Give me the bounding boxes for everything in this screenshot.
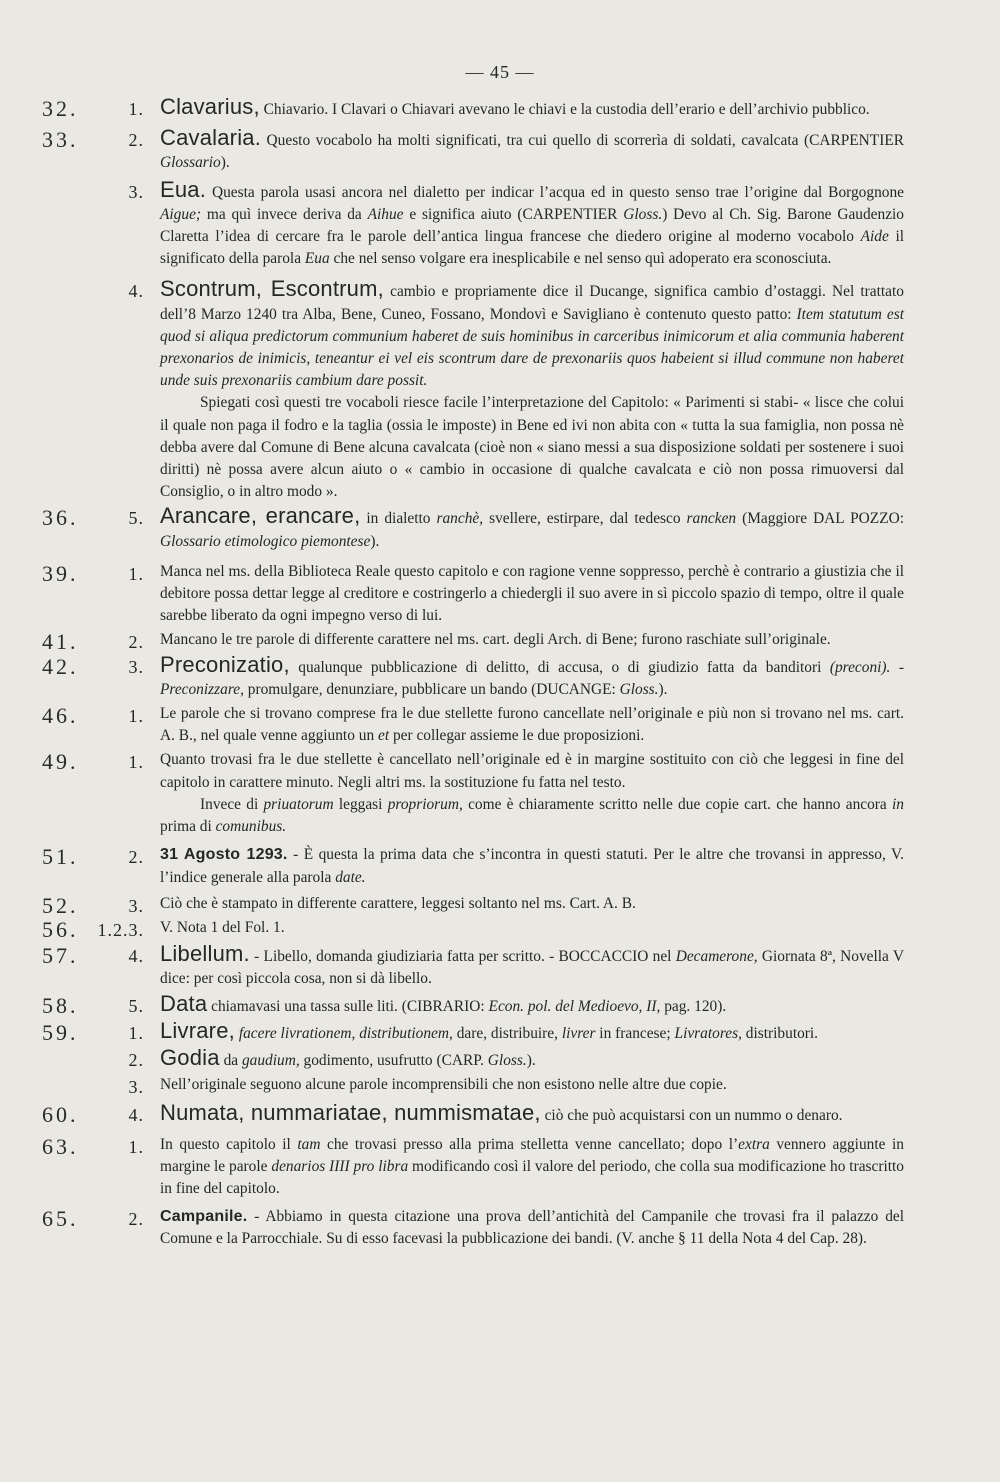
note-text: modificando così il valore del periodo, che colla sua modificazione ho trascritto in fine del capitolo. <box>160 1157 904 1197</box>
note-number: 1. <box>128 1136 144 1157</box>
note-text: Ciò che è stampato in differente carattere, leggesi soltanto nel ms. Cart. A. B. <box>160 894 636 912</box>
note-text: Nell’originale seguono alcune parole incomprensibili che non esistono nelle altre due copie. <box>160 1076 727 1094</box>
note-entry <box>0 96 1000 121</box>
note-entry <box>0 651 1000 701</box>
note-body <box>160 749 904 793</box>
note-body <box>160 943 904 990</box>
italic-text: extra <box>738 1135 770 1153</box>
note-paragraph <box>160 794 904 838</box>
note-text: godimento, usufrutto (CARP. <box>299 1051 488 1069</box>
italic-text: Gloss. <box>619 680 659 698</box>
note-number: 2. <box>128 1209 144 1230</box>
page-reference: 32. <box>42 96 79 121</box>
note-entry <box>0 916 1000 942</box>
note-entry <box>0 892 1000 918</box>
entry-heading: Numata, nummariatae, nummismatae, <box>160 1100 541 1126</box>
italic-text: Gloss. <box>487 1051 527 1069</box>
page-reference: 56. <box>42 916 79 942</box>
italic-text: Gloss. <box>623 205 663 223</box>
italic-text: ranchè, <box>436 510 484 528</box>
note-number: 1. <box>128 99 144 119</box>
note-text: che nel senso volgare era inesplicabile e nel senso quì adoperato era sconosciuta. <box>329 250 832 268</box>
italic-text: livrer <box>561 1024 596 1042</box>
page-reference: 60. <box>42 1102 79 1128</box>
note-entry <box>0 943 1000 990</box>
note-text: in francese; <box>595 1024 675 1042</box>
page-reference: 59. <box>42 1019 79 1045</box>
note-number: 5. <box>128 995 144 1016</box>
entry-heading: Godia <box>160 1044 220 1070</box>
italic-text: tam <box>297 1135 321 1153</box>
note-entry <box>0 844 1000 888</box>
note-entry <box>0 703 1000 747</box>
italic-text: Livratores, <box>674 1024 742 1042</box>
note-text: promulgare, denunziare, pubblicare un bando (DUCANGE: <box>243 680 620 698</box>
note-paragraph: Spiegati così questi tre vocaboli riesce facile l’interpretazione del Capitolo: « Parimenti si stabi- « lisce che colui il quale non paga il fodro e la taglia (ossia le imposte) in Bene ed ivi non abita con « tutta la sua famiglia, non possa nè debba avere dal Comune di Bene alcuna cavalcata (cioè non « siano messi a sua disposizione soldati per sostenere i suoi diritti) nè possa avere alcun aiuto o « cambio in occasione di qualche cavalcata e ciò non possa rimuoversi dal Consiglio, o in altro modo ». <box>160 394 904 501</box>
page-reference: 39. <box>42 560 79 586</box>
note-body <box>160 990 904 1018</box>
note-text: Questo vocabolo ha molti significati, tra cui quello di scorrerìa di soldati, cavalcata (CARPENTIER <box>261 132 904 150</box>
note-body <box>160 1134 904 1201</box>
note-text: V. Nota 1 del Fol. 1. <box>160 918 285 936</box>
note-entry <box>0 1134 1000 1201</box>
note-text: ). <box>370 532 380 550</box>
italic-text: Item statutum est quod si aliqua predictorum communium haberet de suis hominibus in carceribus inimicorum et alia communia haberent prexonarios de inimicis, teneantur ei vel eis scontrum dare de prexonariis quos habeient si illud commune non haberet unde suis prexonariis cambium dare possit. <box>160 305 904 390</box>
note-text: ciò che può acquistarsi con un nummo o denaro. <box>540 1107 843 1125</box>
italic-text: gaudium, <box>241 1051 300 1069</box>
note-text: Quanto trovasi fra le due stellette è cancellato nell’originale ed è in margine sostituito con ciò che leggesi in fine del capitolo in carattere minuto. Negli altri ms. la sostituzione fu fatta nel testo. <box>160 751 904 791</box>
note-body <box>160 127 904 174</box>
note-entry <box>0 1017 1000 1045</box>
note-body <box>160 176 904 271</box>
note-body <box>160 844 904 888</box>
note-text: - <box>890 658 904 676</box>
note-text: - Abbiamo in questa citazione una prova dell’antichità del Campanile che trovasi fra il palazzo del Comune e la Parrocchiale. Su di esso facevasi la pubblicazione dei bandi. (V. anche § 11 della Nota 4 del Cap. 28). <box>160 1208 904 1248</box>
note-text: qualunque pubblicazione di delitto, di accusa, o di giudizio fatta da banditori <box>289 658 830 676</box>
italic-text: Glossario <box>160 154 221 172</box>
note-text: ). <box>220 154 230 172</box>
entry-heading: Scontrum, Escontrum, <box>160 276 384 302</box>
note-number: 3. <box>128 656 144 677</box>
note-text: Questa parola usasi ancora nel dialetto per indicar l’acqua ed in questo senso trae l’origine dal Borgognone <box>206 183 904 201</box>
italic-text: Glossario etimologico piemontese <box>160 532 371 550</box>
note-number: 4. <box>128 1105 144 1126</box>
italic-text: Econ. pol. del Medioevo, II, <box>488 997 661 1015</box>
note-number: 1.2.3. <box>97 919 144 940</box>
note-body <box>160 703 904 747</box>
note-body <box>160 1074 904 1096</box>
note-text: Le parole che si trovano comprese fra le due stellette furono cancellate nell’originale e più non si trovano nel ms. cart. A. B., nel quale venne aggiunto un <box>160 705 904 745</box>
note-body <box>160 917 904 939</box>
italic-text: facere livrationem, distributionem, <box>238 1024 453 1042</box>
note-entry <box>0 561 1000 628</box>
note-text: da <box>219 1051 242 1069</box>
note-entry <box>0 278 1000 503</box>
entry-heading: Campanile. <box>160 1208 248 1226</box>
note-text: per collegar assieme le due proposizioni. <box>389 727 645 745</box>
note-text: Mancano le tre parole di differente carattere nel ms. cart. degli Arch. di Bene; furono raschiate sull’originale. <box>160 631 831 649</box>
italic-text: denarios IIII pro libra <box>271 1157 409 1175</box>
note-text: leggasi <box>333 795 388 813</box>
italic-text: in <box>892 795 904 813</box>
note-text: (Maggiore DAL POZZO: <box>736 510 904 528</box>
note-number: 5. <box>128 508 144 529</box>
note-body <box>160 1102 904 1127</box>
entry-heading: Data <box>160 990 208 1016</box>
note-text: che trovasi presso alla prima stelletta venne cancellato; dopo l’ <box>320 1135 739 1153</box>
note-text: Invece di <box>200 795 264 813</box>
note-text: in dialetto <box>360 510 437 528</box>
note-entry <box>0 176 1000 271</box>
note-body <box>160 651 904 701</box>
page-reference: 51. <box>42 844 79 870</box>
note-number: 4. <box>128 946 144 967</box>
entry-heading: Eua. <box>160 176 207 202</box>
entry-date: 31 Agosto 1293. <box>160 846 288 864</box>
italic-text: Aihue <box>367 205 404 223</box>
note-text: Chiavario. I Clavari o Chiavari avevano le chiavi e la custodia dell’erario e dell’archivio pubblico. <box>259 101 870 118</box>
note-number: 2. <box>128 130 144 151</box>
note-text: Giornata 8ª, Novella V dice: per così piccola cosa, non si dà libello. <box>160 948 904 988</box>
note-entry <box>0 990 1000 1018</box>
note-body <box>160 278 904 392</box>
italic-text: Decamerone, <box>675 948 758 966</box>
note-text: svellere, estirpare, dal tedesco <box>483 510 687 528</box>
note-text: chiamavasi una tassa sulle liti. (CIBRARIO: <box>207 997 489 1015</box>
notes-list <box>0 94 1000 1251</box>
note-number: 3. <box>128 895 144 916</box>
note-text: pag. 120). <box>660 997 727 1015</box>
italic-text: Aigue; <box>160 205 202 223</box>
note-entry <box>0 749 1000 838</box>
note-text: vennero aggiunte in margine le parole <box>160 1135 904 1175</box>
page-number: — 45 — <box>465 62 535 82</box>
entry-heading: Libellum. <box>160 941 250 967</box>
italic-text: Aide <box>860 228 889 246</box>
note-text: ) Devo al Ch. Sig. Barone Gaudenzio Claretta l’idea di cercare fra le parole dell’antica lingua francese che diedero origine al moderno vocabolo <box>160 205 904 246</box>
page-reference: 63. <box>42 1133 79 1159</box>
italic-text: rancken <box>686 510 737 528</box>
entry-heading: Livrare, <box>160 1017 235 1043</box>
note-number: 2. <box>128 847 144 868</box>
page-reference: 46. <box>42 703 79 729</box>
entry-heading: Cavalaria. <box>160 125 262 151</box>
page-reference: 41. <box>42 629 79 655</box>
entry-heading: Clavarius, <box>160 94 260 119</box>
note-text: ma quì invece deriva da <box>201 205 368 223</box>
note-text: ). <box>526 1051 536 1069</box>
italic-text: (preconi). <box>829 658 891 676</box>
note-entry <box>0 1074 1000 1096</box>
note-body <box>160 1206 904 1250</box>
note-number: 3. <box>128 181 144 202</box>
note-body <box>160 1044 904 1072</box>
note-number: 1. <box>128 706 144 727</box>
note-entry <box>0 1044 1000 1072</box>
note-text: In questo capitolo il <box>160 1135 298 1153</box>
note-number: 2. <box>128 1049 144 1070</box>
note-text: - È questa la prima data che s’incontra in questi statuti. Per le altre che trovansi in appresso, V. l’indice generale alla parola <box>160 846 905 886</box>
note-text: Manca nel ms. della Biblioteca Reale questo capitolo e con ragione venne soppresso, perchè è contrario a giustizia che il debitore possa dettar legge al creditore e costringerlo a chiedergli il suo avere in sì piccolo spazio di tempo, oltre il quale sarebbe liberato da ogni impegno verso di lui. <box>160 562 904 625</box>
note-body <box>160 893 904 915</box>
italic-text: Eua <box>304 250 330 268</box>
note-body <box>160 561 904 628</box>
note-entry <box>0 505 1000 552</box>
page-reference: 52. <box>42 892 79 918</box>
italic-text: Preconizzare, <box>160 680 244 698</box>
page-reference: 33. <box>42 127 79 153</box>
italic-text: et <box>378 727 390 745</box>
note-number: 1. <box>128 563 144 584</box>
italic-text: date. <box>335 868 366 886</box>
note-body <box>160 505 904 552</box>
note-number: 1. <box>128 752 144 773</box>
note-number: 3. <box>128 1077 144 1098</box>
note-text: dare, distribuire, <box>452 1024 562 1042</box>
page-reference: 42. <box>42 653 79 679</box>
note-number: 4. <box>128 281 144 302</box>
note-text: ). <box>658 680 668 698</box>
note-text: il significato della parola <box>160 228 904 268</box>
note-number: 1. <box>128 1022 144 1043</box>
note-body <box>160 629 904 651</box>
entry-heading: Preconizatio, <box>160 651 290 677</box>
note-entry <box>0 127 1000 174</box>
note-text: distributori. <box>741 1024 819 1042</box>
page-reference: 65. <box>42 1206 79 1232</box>
page-reference: 36. <box>42 505 79 531</box>
page-reference: 57. <box>42 943 79 969</box>
entry-heading: Arancare, erancare, <box>160 503 361 529</box>
page-reference: 58. <box>42 992 79 1018</box>
note-body <box>160 96 904 121</box>
note-entry <box>0 629 1000 655</box>
note-text: come è chiaramente scritto nelle due copie cart. che hanno ancora <box>462 795 892 813</box>
note-text: prima di <box>160 818 216 836</box>
note-text: - Libello, domanda giudiziaria fatta per scritto. - BOCCACCIO nel <box>249 948 676 966</box>
note-number: 2. <box>128 632 144 653</box>
note-body <box>160 1017 904 1045</box>
note-text: e significa aiuto (CARPENTIER <box>403 205 624 223</box>
page-reference: 49. <box>42 749 79 775</box>
italic-text: comunibus. <box>215 818 287 836</box>
note-entry <box>0 1102 1000 1127</box>
note-text: cambio e propriamente dice il Ducange, significa cambio d’ostaggi. Nel trattato dell’8 Marzo 1240 tra Alba, Bene, Cuneo, Fossano, Mondovì e Savigliano è contenuto questo patto: <box>160 283 904 323</box>
note-entry <box>0 1206 1000 1250</box>
italic-text: priuatorum <box>263 795 334 813</box>
italic-text: propriorum, <box>387 795 463 813</box>
